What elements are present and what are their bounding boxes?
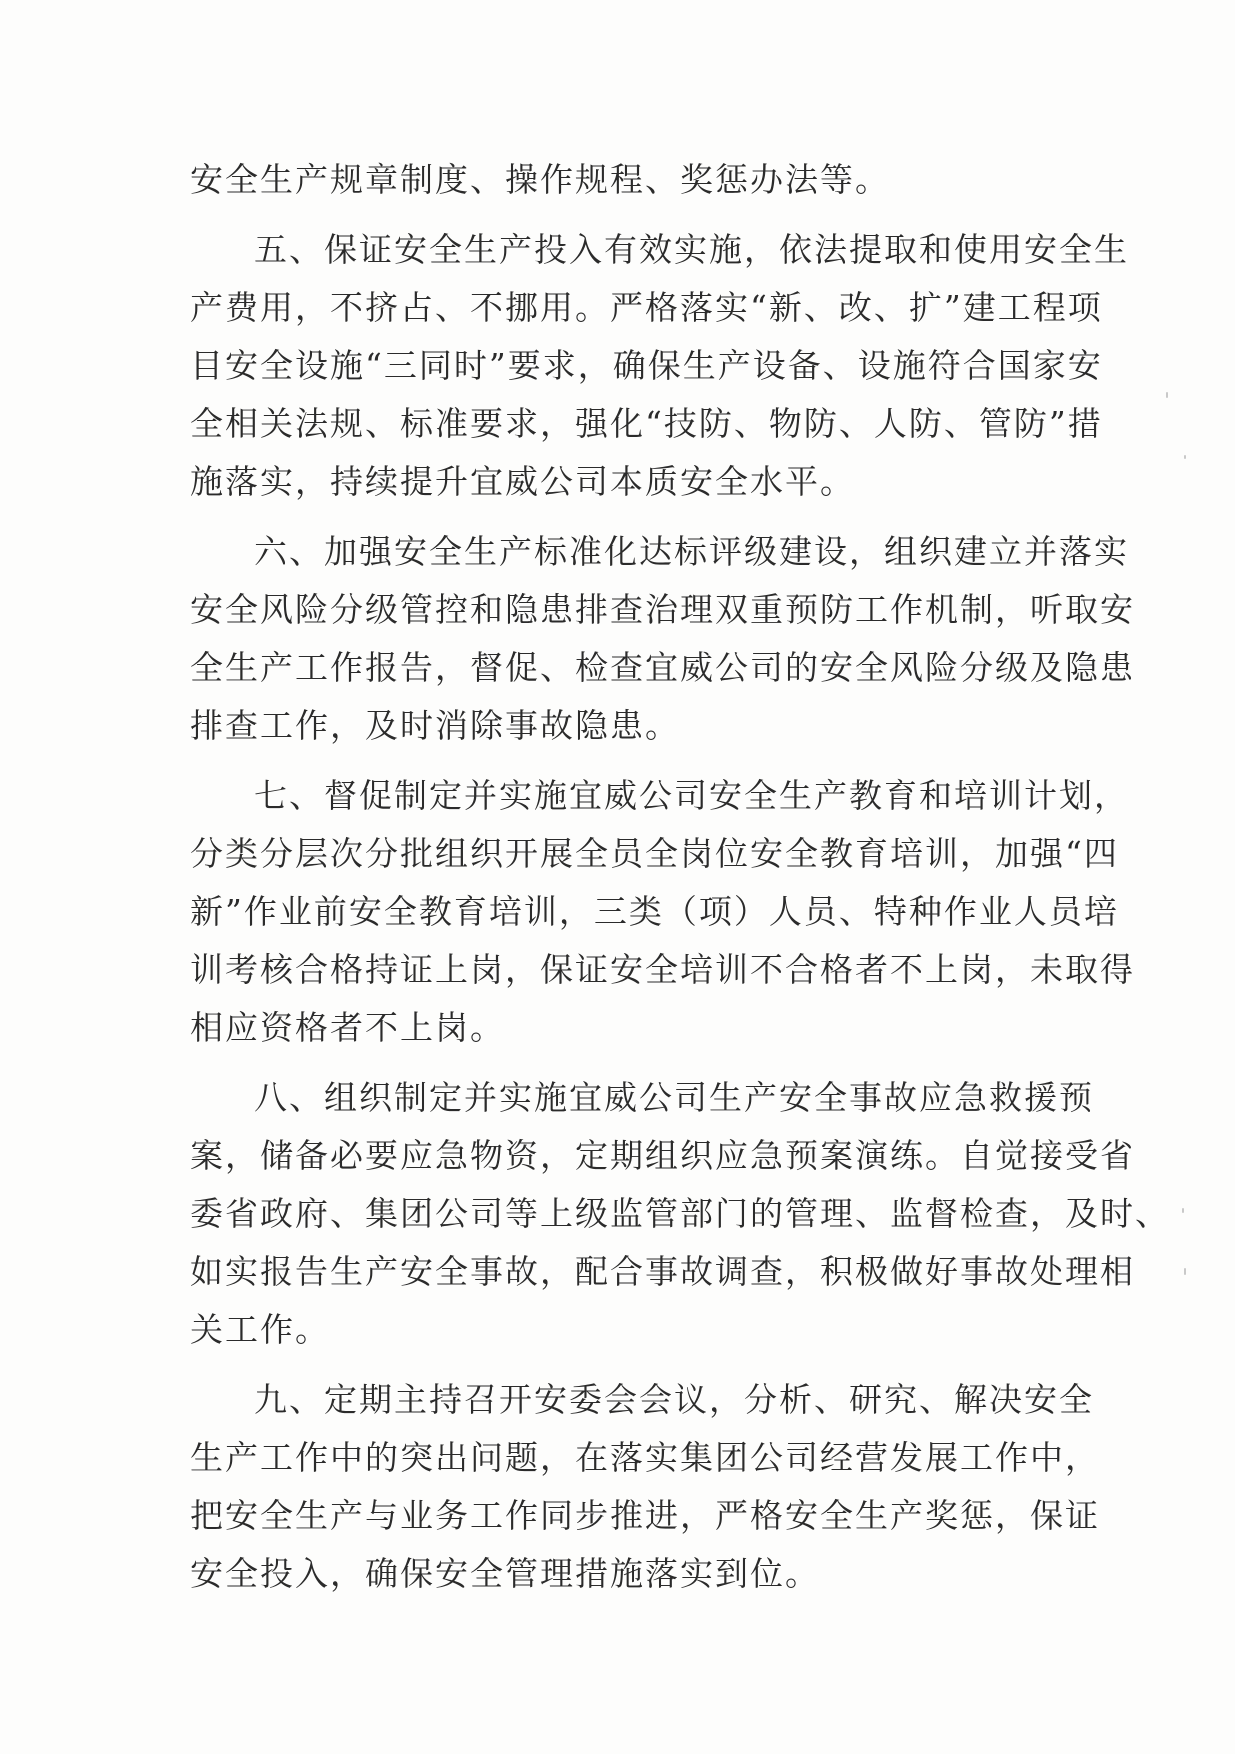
text-line: 生产工作中的突出问题，在落实集团公司经营发展工作中， [190, 1438, 1100, 1477]
document-body [190, 151, 1170, 1603]
text-line: 九、定期主持召开安委会会议，分析、研究、解决安全 [254, 1380, 1094, 1419]
text-line: 全生产工作报告，督促、检查宜威公司的安全风险分级及隐患 [190, 648, 1135, 687]
text-line: 新”作业前安全教育培训，三类（项）人员、特种作业人员培 [190, 892, 1119, 931]
text-line: 安全投入，确保安全管理措施落实到位。 [190, 1554, 820, 1593]
paragraph-six [190, 523, 1135, 755]
paragraph [190, 151, 1050, 209]
text-line: 施落实，持续提升宜威公司本质安全水平。 [190, 462, 855, 501]
text-line: 七、督促制定并实施宜威公司安全生产教育和培训计划， [254, 776, 1129, 815]
text-line: 产费用，不挤占、不挪用。严格落实“新、改、扩”建工程项 [190, 288, 1103, 327]
paragraph-five [190, 221, 1129, 511]
text-line: 如实报告生产安全事故，配合事故调查，积极做好事故处理相 [190, 1252, 1135, 1291]
paragraph-nine [190, 1371, 1100, 1603]
scan-speck [1184, 1268, 1186, 1275]
text-line: 相应资格者不上岗。 [190, 1008, 505, 1047]
text-line: 五、保证安全生产投入有效实施，依法提取和使用安全生 [254, 230, 1129, 269]
scan-speck [1182, 1208, 1184, 1213]
text-line: 目安全设施“三同时”要求，确保生产设备、设施符合国家安 [190, 346, 1103, 385]
text-line: 安全风险分级管控和隐患排查治理双重预防工作机制，听取安 [190, 590, 1135, 629]
text-line: 六、加强安全生产标准化达标评级建设，组织建立并落实 [254, 532, 1129, 571]
paragraph-eight [190, 1069, 1170, 1359]
text-line: 关工作。 [190, 1310, 330, 1349]
text-line: 训考核合格持证上岗，保证安全培训不合格者不上岗，未取得 [190, 950, 1135, 989]
text-line: 全相关法规、标准要求，强化“技防、物防、人防、管防”措 [190, 404, 1103, 443]
text-line: 委省政府、集团公司等上级监管部门的管理、监督检查，及时、 [190, 1194, 1170, 1233]
text-line: 安全生产规章制度、操作规程、奖惩办法等。 [190, 160, 890, 199]
text-line: 案，储备必要应急物资，定期组织应急预案演练。自觉接受省 [190, 1136, 1135, 1175]
text-line: 八、组织制定并实施宜威公司生产安全事故应急救援预 [254, 1078, 1094, 1117]
scan-speck [1166, 392, 1168, 398]
text-line: 把安全生产与业务工作同步推进，严格安全生产奖惩，保证 [190, 1496, 1100, 1535]
scan-speck [1184, 455, 1186, 459]
text-line: 分类分层次分批组织开展全员全岗位安全教育培训，加强“四 [190, 834, 1119, 873]
paragraph-seven [190, 767, 1135, 1057]
text-line: 排查工作，及时消除事故隐患。 [190, 706, 680, 745]
